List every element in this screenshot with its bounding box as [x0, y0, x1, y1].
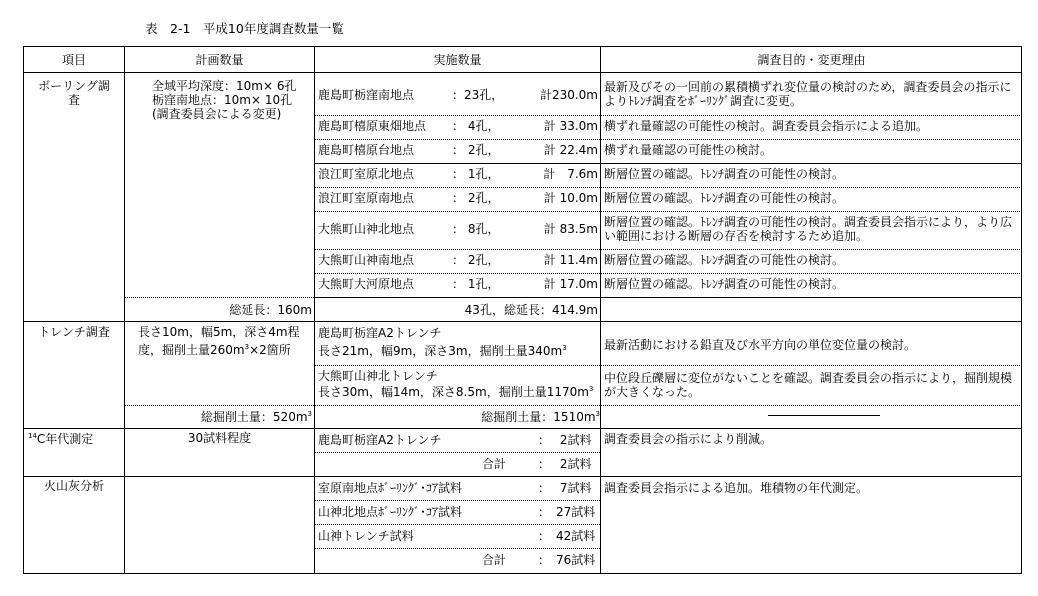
row-divider: [23, 476, 1022, 477]
site-length: 計 22.4m: [543, 143, 598, 157]
item-boring: ボーリング調: [38, 79, 110, 93]
site-length: 計 33.0m: [543, 119, 598, 133]
row-dotted: [314, 211, 1022, 212]
group-divider: [314, 163, 1022, 164]
ash-count: ： 27試料: [538, 505, 596, 519]
site-count: ： 2孔，: [452, 143, 500, 157]
site-count: ：23孔，: [452, 88, 504, 102]
plan-trench-total-text: 総掘削土量：520m: [200, 410, 308, 424]
trench-name: 鹿島町栃窪A2トレンチ: [318, 326, 442, 340]
row-dotted: [314, 139, 1022, 140]
row-dotted: [314, 249, 1022, 250]
site-length: 計 11.4m: [543, 253, 598, 267]
superscript: 3: [307, 410, 312, 418]
trench-detail: [318, 385, 593, 399]
row-dotted: [124, 297, 314, 298]
trench-name: 大熊町山神北トレンチ: [318, 369, 438, 383]
col-divider: [600, 46, 601, 574]
table-caption: 表 2-1 平成10年度調査数量一覧: [145, 21, 344, 36]
site-name: 鹿島町橲原台地点: [318, 143, 415, 157]
header-plan: 計画数量: [195, 53, 244, 67]
row-dotted: [314, 548, 600, 549]
site-count: ： 2孔，: [452, 253, 500, 267]
row-dotted: [124, 405, 1022, 406]
site-count: ： 8孔，: [452, 222, 500, 236]
row-divider: [23, 321, 1022, 322]
reason-text: 横ずれ量確認の可能性の検討。: [604, 143, 773, 157]
reason-text: 断層位置の確認。ﾄﾚﾝﾁ調査の可能性の検討。: [604, 167, 845, 181]
site-length: 計230.0m: [539, 88, 598, 102]
c14-site: 鹿島町栃窪A2トレンチ: [318, 433, 442, 447]
site-count: ： 2孔，: [452, 191, 500, 205]
item-boring-cont: 査: [67, 93, 80, 107]
superscript: 3: [595, 410, 600, 418]
site-name: 大熊町山神北地点: [318, 222, 415, 236]
plan-c14: 30試料程度: [187, 431, 252, 445]
actual-trench-total: [315, 410, 600, 424]
ash-total-count: ： 76試料: [538, 553, 596, 567]
c14-total-count: ： 2試料: [538, 457, 592, 471]
plan-boring-line: (調査委員会による変更): [152, 107, 282, 121]
ash-sample: 室原南地点ﾎﾞｰﾘﾝｸﾞ･ｺｱ試料: [318, 481, 463, 495]
reason-text: 調査委員会指示による追加。堆積物の年代測定。: [604, 481, 869, 495]
site-name: 大熊町山神南地点: [318, 253, 415, 267]
row-divider: [23, 72, 1022, 73]
plan-trench-line: 長さ10m，幅5m，深さ4m程: [138, 325, 300, 339]
site-name: 浪江町室原北地点: [318, 167, 415, 181]
reason-text: 横ずれ量確認の可能性の検討。調査委員会指示による追加。: [604, 119, 929, 133]
item-c14: [28, 432, 93, 446]
site-length: 計 17.0m: [543, 277, 598, 291]
row-dotted: [314, 273, 1022, 274]
row-divider: [314, 297, 1022, 298]
superscript: 14: [28, 432, 37, 440]
trench-detail-text: 長さ30m，幅14m，深さ8.5m，掘削土量1170m: [318, 385, 589, 399]
row-dotted: [314, 452, 600, 453]
c14-total-label: 合計: [482, 457, 507, 471]
site-name: 鹿島町栃窪南地点: [318, 88, 415, 102]
plan-trench-text: ×2箇所: [249, 343, 291, 357]
row-dotted: [314, 365, 1022, 366]
site-count: ： 1孔，: [452, 167, 500, 181]
underline: [768, 415, 880, 416]
header-actual: 実施数量: [433, 53, 482, 67]
site-count: ： 4孔，: [452, 119, 500, 133]
reason-text: 最新活動における鉛直及び水平方向の単位変位量の検討。: [604, 338, 917, 352]
reason-text: 中位段丘礫層に変位がないことを確認。調査委員会の指示により，掘削規模が大きくなった。: [604, 371, 1013, 399]
trench-detail-text: 長さ21m，幅9m，深さ3m，掘削土量340m: [318, 344, 563, 358]
item-trench: トレンチ調査: [38, 325, 110, 339]
ash-sample: 山神トレンチ試料: [318, 529, 414, 543]
row-dotted: [314, 187, 1022, 188]
actual-boring-total: 43孔，総延長：414.9m: [464, 303, 598, 317]
reason-text: 断層位置の確認。ﾄﾚﾝﾁ調査の可能性の検討。: [604, 191, 845, 205]
ash-count: ： 7試料: [538, 481, 592, 495]
item-ash: 火山灰分析: [43, 479, 104, 493]
reason-text: 断層位置の確認。ﾄﾚﾝﾁ調査の可能性の検討。: [604, 277, 845, 291]
reason-text: 断層位置の確認。ﾄﾚﾝﾁ調査の可能性の検討。調査委員会指示により，より広い範囲における断層の存否を検討するため追加。: [604, 215, 1013, 243]
row-dotted: [314, 500, 600, 501]
plan-boring-line: 栃窪南地点：10m× 10孔: [152, 93, 293, 107]
site-name: 鹿島町橲原東畑地点: [318, 119, 427, 133]
row-dotted: [314, 115, 1022, 116]
site-name: 大熊町大河原地点: [318, 277, 415, 291]
site-length: 計 10.0m: [543, 191, 598, 205]
site-length: 計 7.6m: [543, 167, 598, 181]
superscript: 3: [562, 344, 567, 352]
row-dotted: [314, 524, 600, 525]
plan-trench-line: [138, 343, 291, 357]
reason-text: 最新及びその一回前の累積横ずれ変位量の検討のため，調査委員会の指示によりﾄﾚﾝﾁ調査をﾎﾞｰﾘﾝｸﾞ調査に変更。: [604, 80, 1012, 108]
header-item: 項目: [61, 53, 86, 67]
trench-detail: [318, 344, 567, 358]
ash-count: ： 42試料: [538, 529, 596, 543]
plan-trench-text: 度，掘削土量260m: [138, 343, 245, 357]
plan-boring-total: 総延長：160m: [229, 303, 312, 317]
plan-boring-line: 全域平均深度：10m× 6孔: [152, 79, 297, 93]
ash-sample: 山神北地点ﾎﾞｰﾘﾝｸﾞ･ｺｱ試料: [318, 505, 463, 519]
superscript: 3: [244, 343, 250, 351]
site-length: 計 83.5m: [543, 222, 598, 236]
superscript: 3: [588, 385, 594, 393]
reason-text: 調査委員会の指示により削減。: [604, 432, 773, 446]
site-name: 浪江町室原南地点: [318, 191, 415, 205]
plan-trench-total: [125, 410, 312, 424]
ash-total-label: 合計: [482, 553, 507, 567]
header-reason: 調査目的・変更理由: [757, 53, 866, 67]
actual-trench-total-text: 総掘削土量：1510m: [481, 410, 596, 424]
reason-text: 断層位置の確認。ﾄﾚﾝﾁ調査の可能性の検討。: [604, 253, 845, 267]
c14-site-count: ： 2試料: [538, 433, 592, 447]
item-c14-text: C年代測定: [36, 432, 94, 446]
row-divider: [23, 428, 1022, 429]
site-count: ： 1孔，: [452, 277, 500, 291]
